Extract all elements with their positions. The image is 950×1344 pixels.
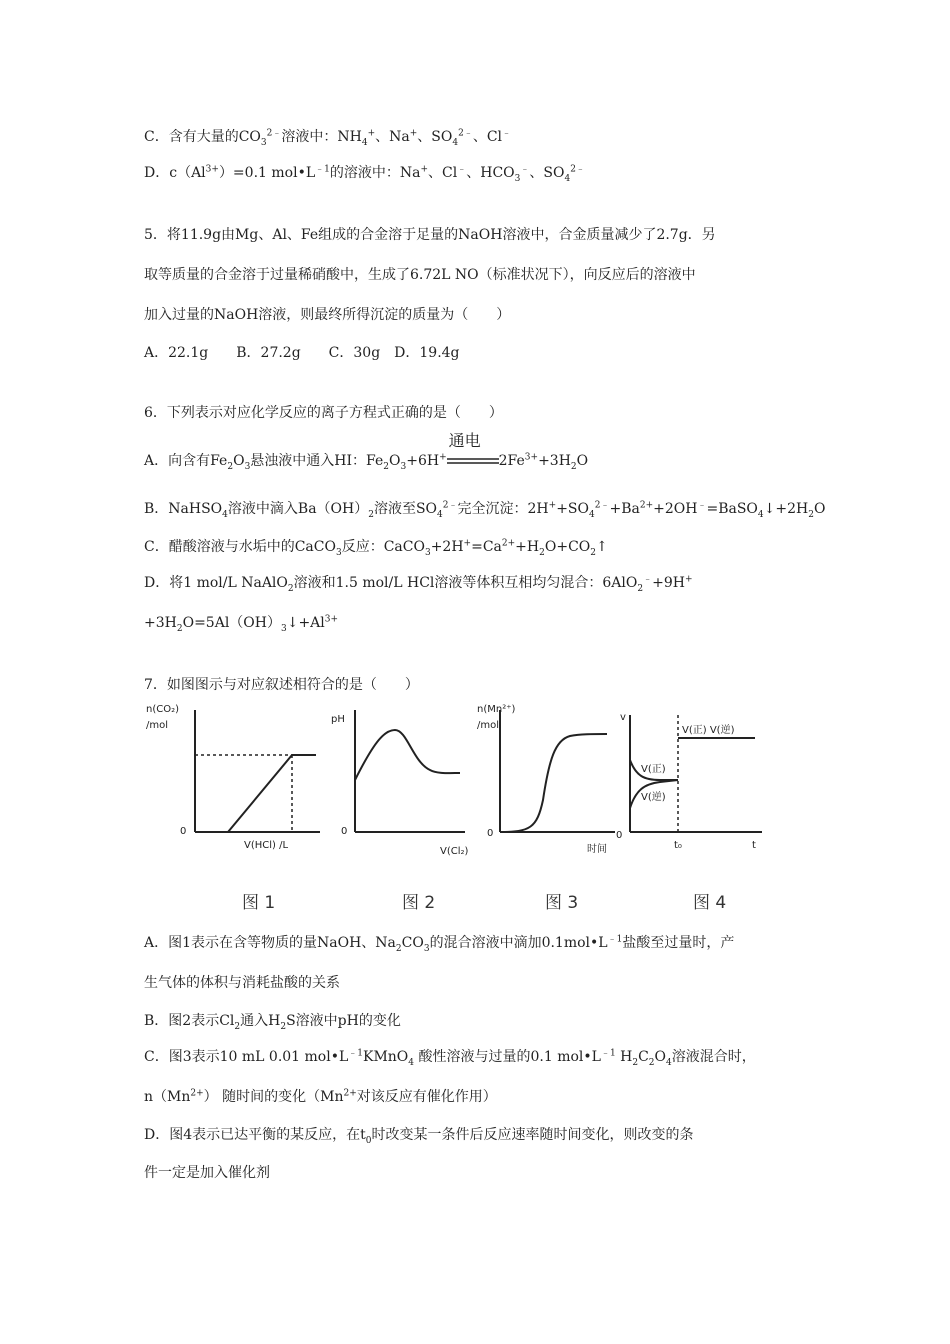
q7-option-c-line2: $n(Mn^{2+})$ 随时间的变化（$Mn^{2+}$对该反应有催化作用） bbox=[144, 1088, 497, 1105]
fig3-curve bbox=[500, 734, 607, 832]
q7-option-a-line2: 生气体的体积与消耗盐酸的关系 bbox=[144, 975, 340, 991]
fig2-ylabel: pH bbox=[331, 714, 345, 725]
fig4-t: t bbox=[752, 840, 756, 851]
fig4-origin: 0 bbox=[616, 830, 623, 841]
fig4-caption: 图 4 bbox=[693, 893, 727, 913]
fig2-origin: 0 bbox=[341, 826, 348, 837]
q6-stem: 6．下列表示对应化学反应的离子方程式正确的是（ ） bbox=[144, 405, 503, 421]
q5-line1: 5．将11.9g由Mg、Al、Fe组成的合金溶于足量的NaOH溶液中，合金质量减少了2.7g．另 bbox=[144, 227, 716, 243]
fig1-ylabel1: n(CO₂) bbox=[146, 704, 180, 715]
figure-1 bbox=[140, 700, 330, 860]
q4-option-d: D．$c(Al^{3+})=0.1$ $mol•L^{﹣1}$的溶液中：Na+、Cl﹣、$HCO_3^﹣$、$SO_4^{2﹣}$ bbox=[144, 164, 585, 184]
fig3-caption: 图 3 bbox=[545, 893, 579, 913]
fig1-ylabel2: /mol bbox=[146, 720, 169, 731]
fig4-t0: t₀ bbox=[674, 840, 682, 851]
fig1-xlabel: V(HCl) /L bbox=[244, 840, 289, 851]
figure-3 bbox=[475, 700, 625, 860]
q7-option-b: B．图2表示$Cl_2$通入$H_2S$溶液中pH的变化 bbox=[144, 1013, 401, 1032]
q5-line2: 取等质量的合金溶于过量稀硝酸中，生成了6.72L NO（标准状况下），向反应后的溶液中 bbox=[144, 267, 696, 283]
figure-4 bbox=[612, 700, 772, 860]
fig1-line bbox=[228, 755, 316, 832]
q6-option-b: B．NaHSO$_4$溶液中滴入$Ba(OH)_2$溶液至$SO_4^{2﹣}$完全沉淀：$2H^++SO_4^{2﹣}+Ba^{2+}+2OH^﹣=BaSO_4↓+2H_2O$ bbox=[144, 500, 826, 520]
q7-option-c-line1: C．图3表示10 mL 0.01 $mol•L^{﹣1}KMnO_4$ 酸性溶液与过量的0.1 $mol•L^{﹣1}$ $H_2C_2O_4$溶液混合时， bbox=[144, 1048, 756, 1068]
q7-option-d-line1: D．图4表示已达平衡的某反应，在$t_0$时改变某一条件后反应速率随时间变化，则改变的条 bbox=[144, 1127, 694, 1146]
q6-option-c: C．醋酸溶液与水垢中的CaCO$_3$反应：$CaCO_3+2H^+=Ca^{2+}+H_2O+CO_2↑$ bbox=[144, 538, 608, 558]
fig3-origin: 0 bbox=[487, 828, 494, 839]
fig4-upper-label: V(正) bbox=[641, 764, 666, 775]
fig1-origin: 0 bbox=[180, 826, 187, 837]
fig2-caption: 图 2 bbox=[402, 893, 436, 913]
figure-2 bbox=[325, 700, 475, 860]
fig3-ylabel1: n(Mn²⁺) bbox=[477, 704, 516, 715]
electrolysis-condition: 通电 bbox=[448, 431, 481, 450]
q7-option-d-line2: 件一定是加入催化剂 bbox=[144, 1165, 270, 1181]
fig3-xlabel: 时间 bbox=[587, 844, 607, 855]
fig1-caption: 图 1 bbox=[242, 893, 276, 913]
fig2-curve bbox=[355, 730, 460, 780]
fig4-ylabel: v bbox=[620, 712, 626, 723]
q5-options: A．22.1g B．27.2g C．30g D．19.4g bbox=[144, 345, 460, 361]
q6-option-a: A．向含有$Fe_2O_3$悬浊液中通入HI：$Fe_2O_3+6H^+$ 通电 $2Fe^{3+}+3H_2O$ bbox=[144, 431, 589, 472]
q5-line3: 加入过量的NaOH溶液，则最终所得沉淀的质量为（ ） bbox=[144, 307, 511, 323]
fig2-xlabel: V(Cl₂) bbox=[440, 846, 469, 857]
q6-option-d-line1: D．将1 mol/L NaAlO$_2$溶液和1.5 mol/L HCl溶液等体积互相均匀混合：6AlO$_2$﹣+9H+ bbox=[144, 574, 693, 594]
q4-option-c: C．含有大量的$CO_3^{2﹣}$溶液中：$NH_4^+$、Na+、$SO_4^{2﹣}$、Cl﹣ bbox=[144, 128, 512, 148]
fig4-top-label: V(正) V(逆) bbox=[682, 725, 735, 736]
fig3-ylabel2: /mol bbox=[477, 720, 500, 731]
fig4-lower-label: V(逆) bbox=[641, 792, 666, 803]
q7-stem: 7．如图图示与对应叙述相符合的是（ ） bbox=[144, 677, 419, 693]
q6-option-d-line2: $+3H_2O=5Al(OH)_3↓+Al^{3+}$ bbox=[144, 614, 339, 634]
q7-option-a-line1: A．图1表示在含等物质的量NaOH、$Na_2CO_3$的混合溶液中滴加$0.1mol•L^{﹣1}$盐酸至过量时，产 bbox=[144, 934, 735, 954]
